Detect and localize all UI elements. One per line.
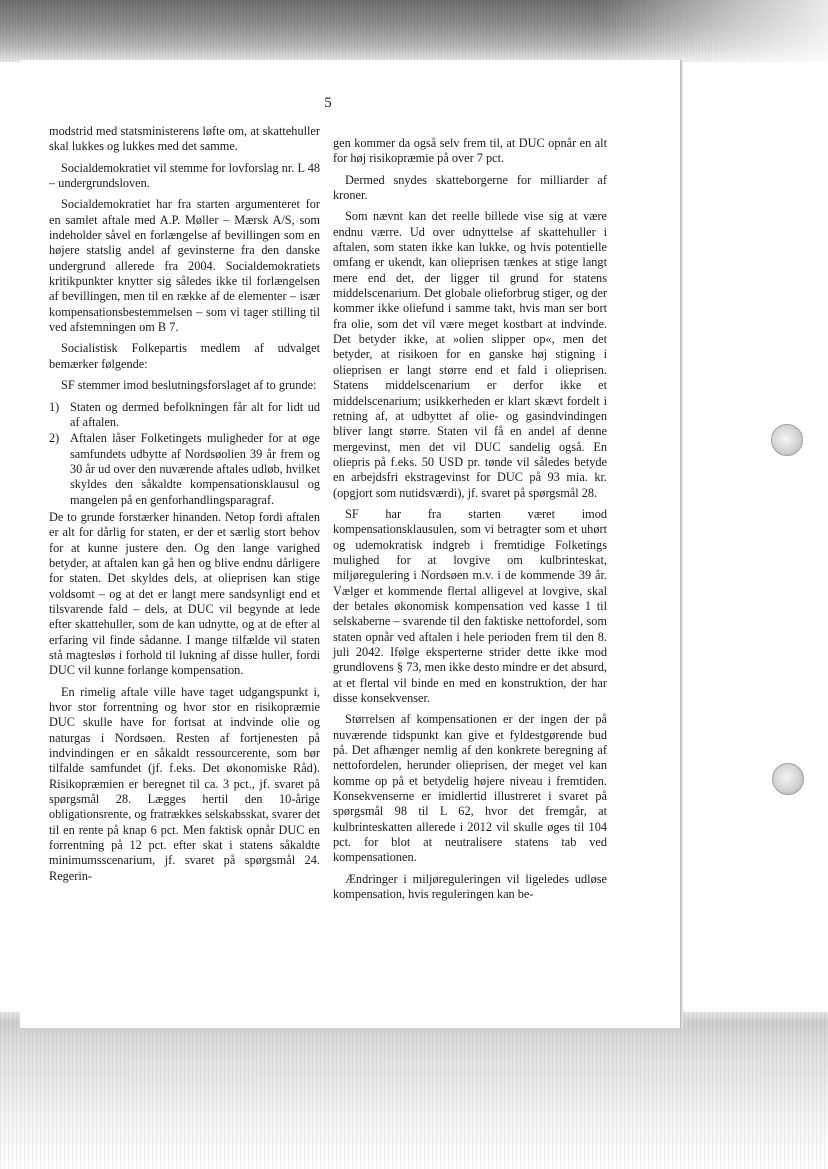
list-item-number: 2): [49, 431, 60, 446]
numbered-list: [49, 400, 320, 508]
left-column: [49, 124, 320, 890]
paragraph: Socialistisk Folkepartis medlem af udvalget bemærker følgende:: [49, 341, 320, 371]
paragraph: Socialdemokratiet har fra starten argumenteret for en samlet aftale med A.P. Møller – Mærsk A/S, som indeholder såvel en forlængelse af bevillingen som en højere statslig andel af gevinsterne fra den danske undergrund allerede fra 2004. Socialdemokratiets kritikpunkter knytter sig således ikke til forlængelsen af bevillingen, men til en række af de elementer – især kompensationsbestemmelsen – som vi tager stilling til ved afstemningen om B 7.: [49, 197, 320, 335]
list-item-text: Staten og dermed befolkningen får alt for lidt ud af aftalen.: [70, 399, 320, 429]
list-item: [49, 431, 320, 508]
list-item-text: Aftalen låser Folketingets muligheder for at øge samfundets udbytte af Nordsøolien 39 år frem og 30 år ud over den nuværende aftales udløb, hvilket skyldes den såkaldte kompensationsklausul og mangelen på en genforhandlingsparagraf.: [70, 431, 320, 507]
punch-hole-icon: [771, 424, 803, 456]
scan-shadow-bottom: [0, 1012, 828, 1169]
paragraph: Socialdemokratiet vil stemme for lovforslag nr. L 48 – undergrundsloven.: [49, 160, 320, 191]
paragraph: Størrelsen af kompensationen er der ingen der på nuværende tidspunkt kan give et fyldestgørende bud på. Det afhænger nemlig af den konkrete beregning af nettofordelen, herunder olieprisen, der meget vel kan komme op på et betydelig højere niveau i fremtiden. Konsekvenserne er imidlertid illustreret i svaret på spørgsmål 98 til L 62, hvor det fremgår, at kulbrinteskatten allerede i 2012 vil skulle øges til 104 pct. for blot at neutralisere statens tab ved kompensationen.: [333, 712, 607, 865]
paragraph: En rimelig aftale ville have taget udgangspunkt i, hvor stor forrentning og hvor stor en risikopræmie DUC skulle have for fortsat at indvinde olie og naturgas i Nordsøen. Resten af fortjenesten på indvindingen er en såkaldt ressourcerente, som bør tilfalde samfundet (jf. f.eks. Det økonomiske Råd). Risikopræmien er beregnet til ca. 3 pct., jf. svaret på spørgsmål 28. Lægges hertil den 10-årige obligationsrente, og fratrækkes selskabsskat, svarer det til en rente på knap 6 pct. Men faktisk opnår DUC en forrentning på 12 pct. efter skat i statens såkaldte minimumsscenarium, jf. svaret på spørgsmål 24. Regerin-: [49, 684, 320, 883]
paragraph: De to grunde forstærker hinanden. Netop fordi aftalen er alt for dårlig for staten, er der et særlig stort behov for at kunne justere den. Og den lange varighed betyder, at aftalen kan gå hen og blive endnu dårligere for staten. Det skyldes dels, at olieprisen kan stige voldsomt – og at det er langt mere sandsynligt end et tilsvarende fald – dels, at DUC vil begynde at lede efter skattehuller, som de kan udnytte, og at de efter al erfaring vil finde sådanne. I mange tilfælde vil staten stå magtesløs i forhold til lukning af disse huller, fordi DUC vil kunne forlange kompensation.: [49, 509, 320, 678]
paragraph: Ændringer i miljøreguleringen vil ligeledes udløse kompensation, hvis reguleringen kan be-: [333, 871, 607, 902]
punch-hole-icon: [772, 763, 804, 795]
paragraph: Som nævnt kan det reelle billede vise sig at være endnu værre. Ud over udnyttelse af skattehuller i aftalen, som staten ikke kan lukke, og hvis potentielle omfang er ukendt, kan olieprisen tænkes at stige langt mere end det, der ligger til grund for statens middelscenarium. Det globale olieforbrug stiger, og der kommer ikke oliefund i samme takt, hvis man ser bort fra olie, som det vil være meget kostbart at indvinde. Det betyder ikke, at »olien slipper op«, men det betyder, at risikoen for en ganske høj stigning i olieprisen er langt større end et fald i olieprisen. Statens middelscenarium er derfor ikke et middelscenarium; usikkerheden er klart skævt fordelt i retning af, at udbyttet af olie- og gasindvindingen bliver langt større. Staten vil få en andel af denne mergevinst, men det vil DUC sandelig også. En oliepris på f.eks. 50 USD pr. tønde vil således betyde en arbejdsfri ekstragevinst for DUC på 93 mia. kr. (opgjort som nutidsværdi), jf. svaret på spørgsmål 28.: [333, 209, 607, 500]
paragraph: gen kommer da også selv frem til, at DUC opnår en alt for høj risikopræmie på over 7 pct.: [333, 136, 607, 166]
paragraph: modstrid med statsministerens løfte om, at skattehuller skal lukkes og lukkes med det samme.: [49, 124, 320, 154]
page-edge: [680, 60, 683, 1028]
list-item: [49, 400, 320, 431]
paragraph: SF har fra starten været imod kompensationsklausulen, som vi betragter som et uhørt og udemokratisk indgreb i fremtidige Folketings mulighed for at lovgive om kulbrinteskat, miljøregulering i Nordsøen m.v. i de kommende 39 år. Vælger et kommende flertal alligevel at lovgive, skal der betales økonomisk kompensation ved kasse 1 til selskaberne – svarende til den faktiske nettofordel, som staten opnår ved aftalen i hele perioden frem til den 8. juli 2042. Ifølge eksperterne strider dette ikke mod grundlovens § 73, men ikke desto mindre er det absurd, at et flertal vil binde en med en konstruktion, der har disse konsekvenser.: [333, 506, 607, 706]
paragraph: SF stemmer imod beslutningsforslaget af to grunde:: [61, 378, 317, 393]
page-number: 5: [324, 95, 332, 111]
right-column: [333, 136, 607, 909]
paragraph: Dermed snydes skatteborgerne for milliarder af kroner.: [333, 172, 607, 203]
list-item-number: 1): [49, 399, 60, 414]
